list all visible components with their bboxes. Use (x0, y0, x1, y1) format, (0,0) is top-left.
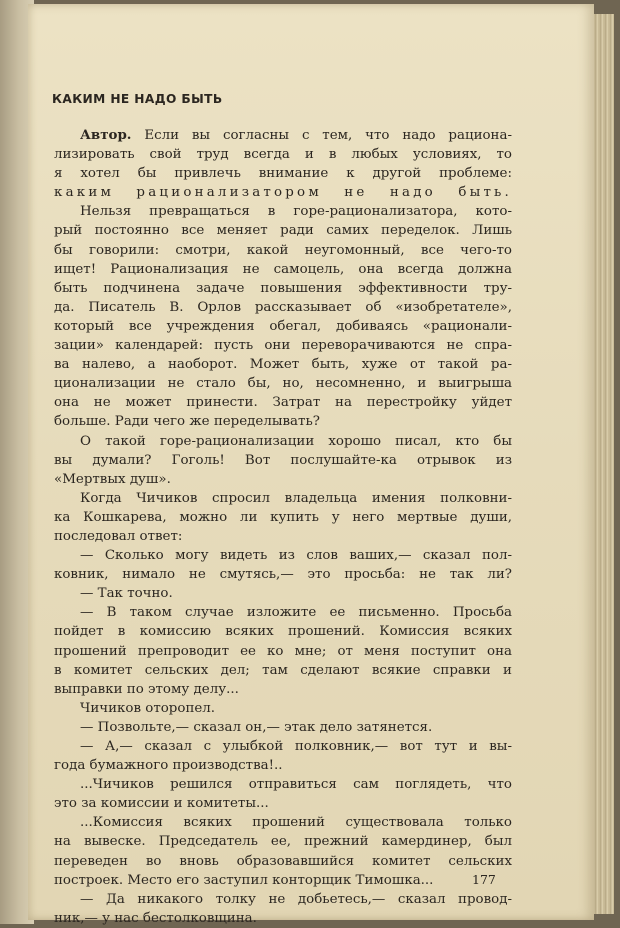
text-line: О такой горе-рационализации хорошо писал, кто бы (80, 433, 512, 449)
text-line: переведен во вновь образовавшийся комитет сельских (54, 853, 512, 869)
text-line: в комитет сельских дел; там сделают всякие справки и (54, 662, 512, 678)
text-line: выправки по этому делу... (54, 681, 239, 697)
page-number: 177 (472, 872, 496, 887)
text-line: — А,— сказал с улыбкой полковник,— вот тут и вы- (80, 739, 512, 754)
text-line: — Да никакого толку не добьетесь,— сказал провод- (80, 891, 512, 907)
text-line: «Мертвых душ». (54, 471, 171, 487)
text-line: зации» календарей: пусть они переворачиваются не спра- (54, 338, 512, 354)
text-line: — В таком случае изложите ее письменно. Просьба (80, 605, 512, 621)
text-line: ковник, нимало не смутясь,— это просьба: не так ли? (54, 567, 512, 583)
text-line: ...Комиссия всяких прошений существовала только (80, 815, 512, 831)
text-line: это за комиссии и комитеты... (54, 796, 269, 812)
text-line: Автор. Если вы согласны с тем, что надо рациона- (80, 127, 512, 143)
author-label: Автор. (80, 127, 132, 143)
text-line: я хотел бы привлечь внимание к другой проблеме: (54, 166, 512, 182)
text-line: на вывеске. Председатель ее, прежний камердинер, был (54, 834, 512, 850)
text-line: рый постоянно все меняет ради самих переделок. Лишь (54, 223, 512, 239)
text-line: последовал ответ: (54, 528, 183, 544)
text-line: построек. Место его заступил конторщик Тимошка... (54, 872, 434, 888)
body-text (54, 126, 512, 928)
text-line: да. Писатель В. Орлов рассказывает об «изобретателе», (54, 299, 512, 315)
text-line: прошений препроводит ее ко мне; от меня поступит она (54, 643, 512, 659)
text-line: Когда Чичиков спросил владельца имения полковни- (80, 490, 512, 506)
text-line: вы думали? Гоголь! Вот послушайте-ка отрывок из (54, 452, 512, 468)
text-line: Чичиков оторопел. (80, 700, 216, 716)
text-line: ва налево, а наоборот. Может быть, хуже от такой ра- (54, 357, 512, 373)
text-line: пойдет в комиссию всяких прошений. Комиссия всяких (54, 624, 512, 640)
text-line: ка Кошкарева, можно ли купить у него мертвые души, (54, 509, 512, 525)
text-line: ционализации не стало бы, но, несомненно, и выигрыша (54, 376, 512, 392)
text-line: ...Чичиков решился отправиться сам поглядеть, что (80, 777, 512, 793)
page-edges (594, 14, 614, 914)
text-line: больше. Ради чего же переделывать? (54, 414, 320, 430)
text-line: быть подчинена задаче повышения эффективности тру- (54, 280, 512, 296)
text-line: года бумажного производства!.. (54, 758, 283, 774)
text-line: — Так точно. (80, 586, 173, 602)
text-line: — Позвольте,— сказал он,— этак дело затянется. (80, 719, 433, 735)
text-line: ищет! Рационализация не самоцель, она всегда должна (54, 261, 512, 277)
section-title: КАКИМ НЕ НАДО БЫТЬ (52, 92, 223, 106)
text-line: лизировать свой труд всегда и в любых условиях, то (54, 147, 512, 163)
text-line: Нельзя превращаться в горе-рационализатора, кото- (80, 204, 512, 220)
text-line: — Сколько могу видеть из слов ваших,— сказал пол- (80, 548, 512, 564)
text-line: ник,— у нас бестолковщина. (54, 910, 257, 926)
text-line: каким рационализатором не надо быть. (54, 185, 512, 201)
text-line: она не может принести. Затрат на перестройку уйдет (54, 395, 512, 411)
text-line: бы говорили: смотри, какой неугомонный, все чего-то (54, 242, 512, 258)
text-line: который все учреждения обегал, добиваясь «рационали- (54, 318, 512, 334)
